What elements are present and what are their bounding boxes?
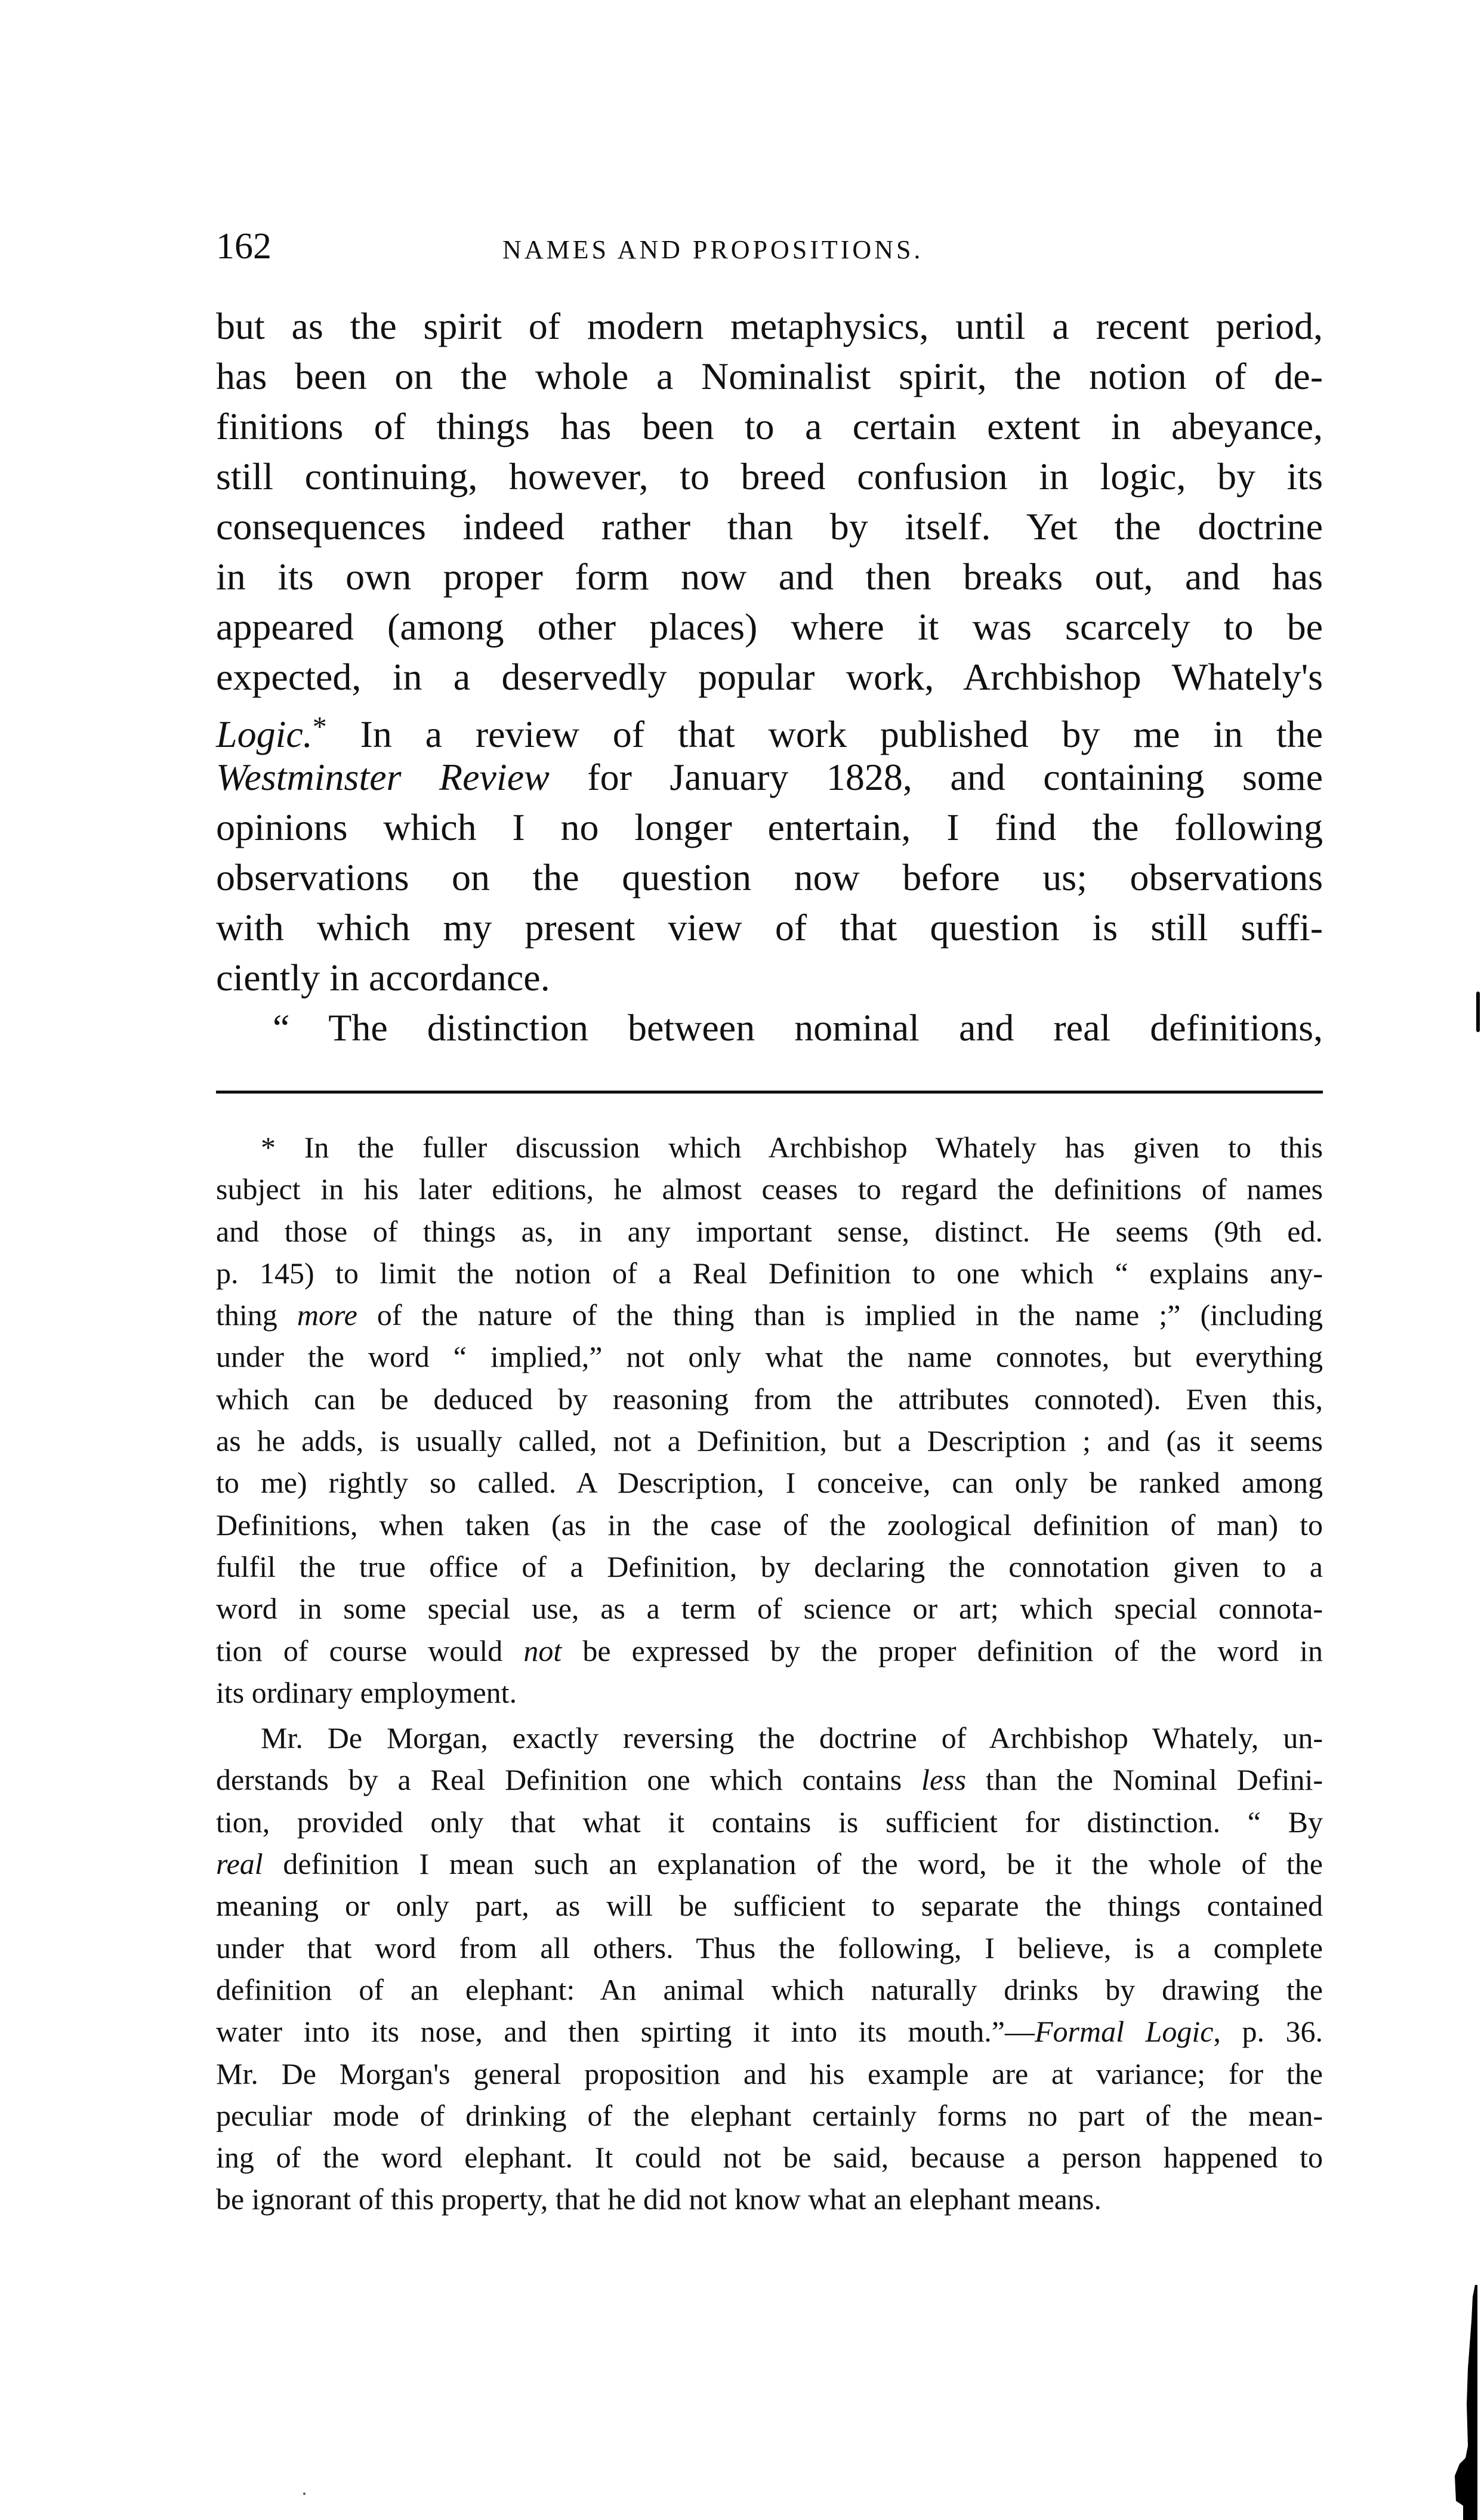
footnote-line: meaning or only part, as will be sufficient to separate the things contained [216,1889,1323,1923]
page-number: 162 [216,226,271,267]
footnote-line: tion of course would not be expressed by the proper definition of the word in [216,1633,1323,1667]
footnote-line: definition of an elephant: An animal which naturally drinks by drawing the [216,1972,1323,2006]
footnote-line: peculiar mode of drinking of the elephant certainly forms no part of the mean- [216,2098,1323,2132]
text-line: “ The distinction between nominal and real definitions, [273,1006,1323,1049]
footnote-line: real definition I mean such an explanation of the word, be it the whole of the [216,1847,1323,1881]
footnote-line: which can be deduced by reasoning from the attributes connoted). Even this, [216,1382,1323,1416]
footnote-line: subject in his later editions, he almost ceases to regard the definitions of names [216,1172,1323,1206]
main-text [216,301,1323,1053]
text-line: observations on the question now before us; observations [216,856,1323,898]
footnote [216,1126,1323,2221]
footnote-line: p. 145) to limit the notion of a Real Definition to one which “ explains any- [216,1256,1323,1290]
scan-speck [303,2493,306,2495]
footnote-line: under the word “ implied,” not only what the name connotes, but everything [216,1340,1323,1374]
italic-title-westminster-review: Westminster Review [216,756,550,798]
footnote-line: its ordinary employment. [216,1675,517,1709]
footnote-line: and those of things as, in any important sense, distinct. He seems (9th ed. [216,1214,1323,1248]
text-line: expected, in a deservedly popular work, Archbishop Whately's [216,656,1323,698]
scan-edge-artifact [1476,992,1480,1032]
footnote-line: ing of the word elephant. It could not be said, because a person happened to [216,2141,1323,2175]
footnote-line: be ignorant of this property, that he did not know what an elephant means. [216,2182,1102,2216]
text-line: but as the spirit of modern metaphysics, until a recent period, [216,305,1323,347]
text-line: appeared (among other places) where it was scarcely to be [216,606,1323,648]
text-line: still continuing, however, to breed confusion in logic, by its [216,455,1323,498]
page-header [216,226,1323,267]
footnote-line: derstands by a Real Definition one which contains less than the Nominal Defini- [216,1763,1323,1797]
footnote-line: to me) rightly so called. A Description, I conceive, can only be ranked among [216,1466,1323,1500]
footnote-separator-rule [216,1091,1323,1094]
text-line: opinions which I no longer entertain, I find the following [216,806,1323,848]
footnote-line: as he adds, is usually called, not a Definition, but a Description ; and (as it seems [216,1424,1323,1458]
text-line: with which my present view of that question is still suffi- [216,906,1323,949]
footnote-line: word in some special use, as a term of science or art; which special connota- [216,1592,1323,1626]
text-line: Westminster Review for January 1828, and containing some [216,756,1323,798]
footnote-line: * In the fuller discussion which Archbishop Whately has given to this [261,1131,1323,1164]
text-line: finitions of things has been to a certain extent in abeyance, [216,405,1323,447]
footnote-line: Definitions, when taken (as in the case of the zoological definition of man) to [216,1508,1323,1542]
text-line: has been on the whole a Nominalist spirit, the notion of de- [216,355,1323,397]
scan-edge-artifact [1451,2285,1477,2520]
footnote-line: tion, provided only that what it contains is sufficient for distinction. “ By [216,1805,1323,1839]
text-line: Logic.* In a review of that work published by me in the [216,711,1323,755]
text-line: in its own proper form now and then breaks out, and has [216,555,1323,598]
italic-title-logic: Logic. [216,713,313,755]
footnote-line: water into its nose, and then spirting it into its mouth.”—Formal Logic, p. 36. [216,2015,1323,2049]
text-line: ciently in accordance. [216,956,550,999]
footnote-reference-marker[interactable]: * [312,711,327,743]
footnote-line: thing more of the nature of the thing than is implied in the name ;” (including [216,1298,1323,1332]
text-line: consequences indeed rather than by itself. Yet the doctrine [216,505,1323,548]
footnote-line: under that word from all others. Thus the following, I believe, is a complete [216,1931,1323,1965]
italic-title-formal-logic: Formal Logic [1034,2015,1214,2049]
running-head: NAMES AND PROPOSITIONS. [502,235,924,264]
footnote-line: Mr. De Morgan's general proposition and his example are at variance; for the [216,2056,1323,2090]
footnote-line: fulfil the true office of a Definition, by declaring the connotation given to a [216,1549,1323,1583]
footnote-line: Mr. De Morgan, exactly reversing the doctrine of Archbishop Whately, un- [261,1721,1323,1755]
